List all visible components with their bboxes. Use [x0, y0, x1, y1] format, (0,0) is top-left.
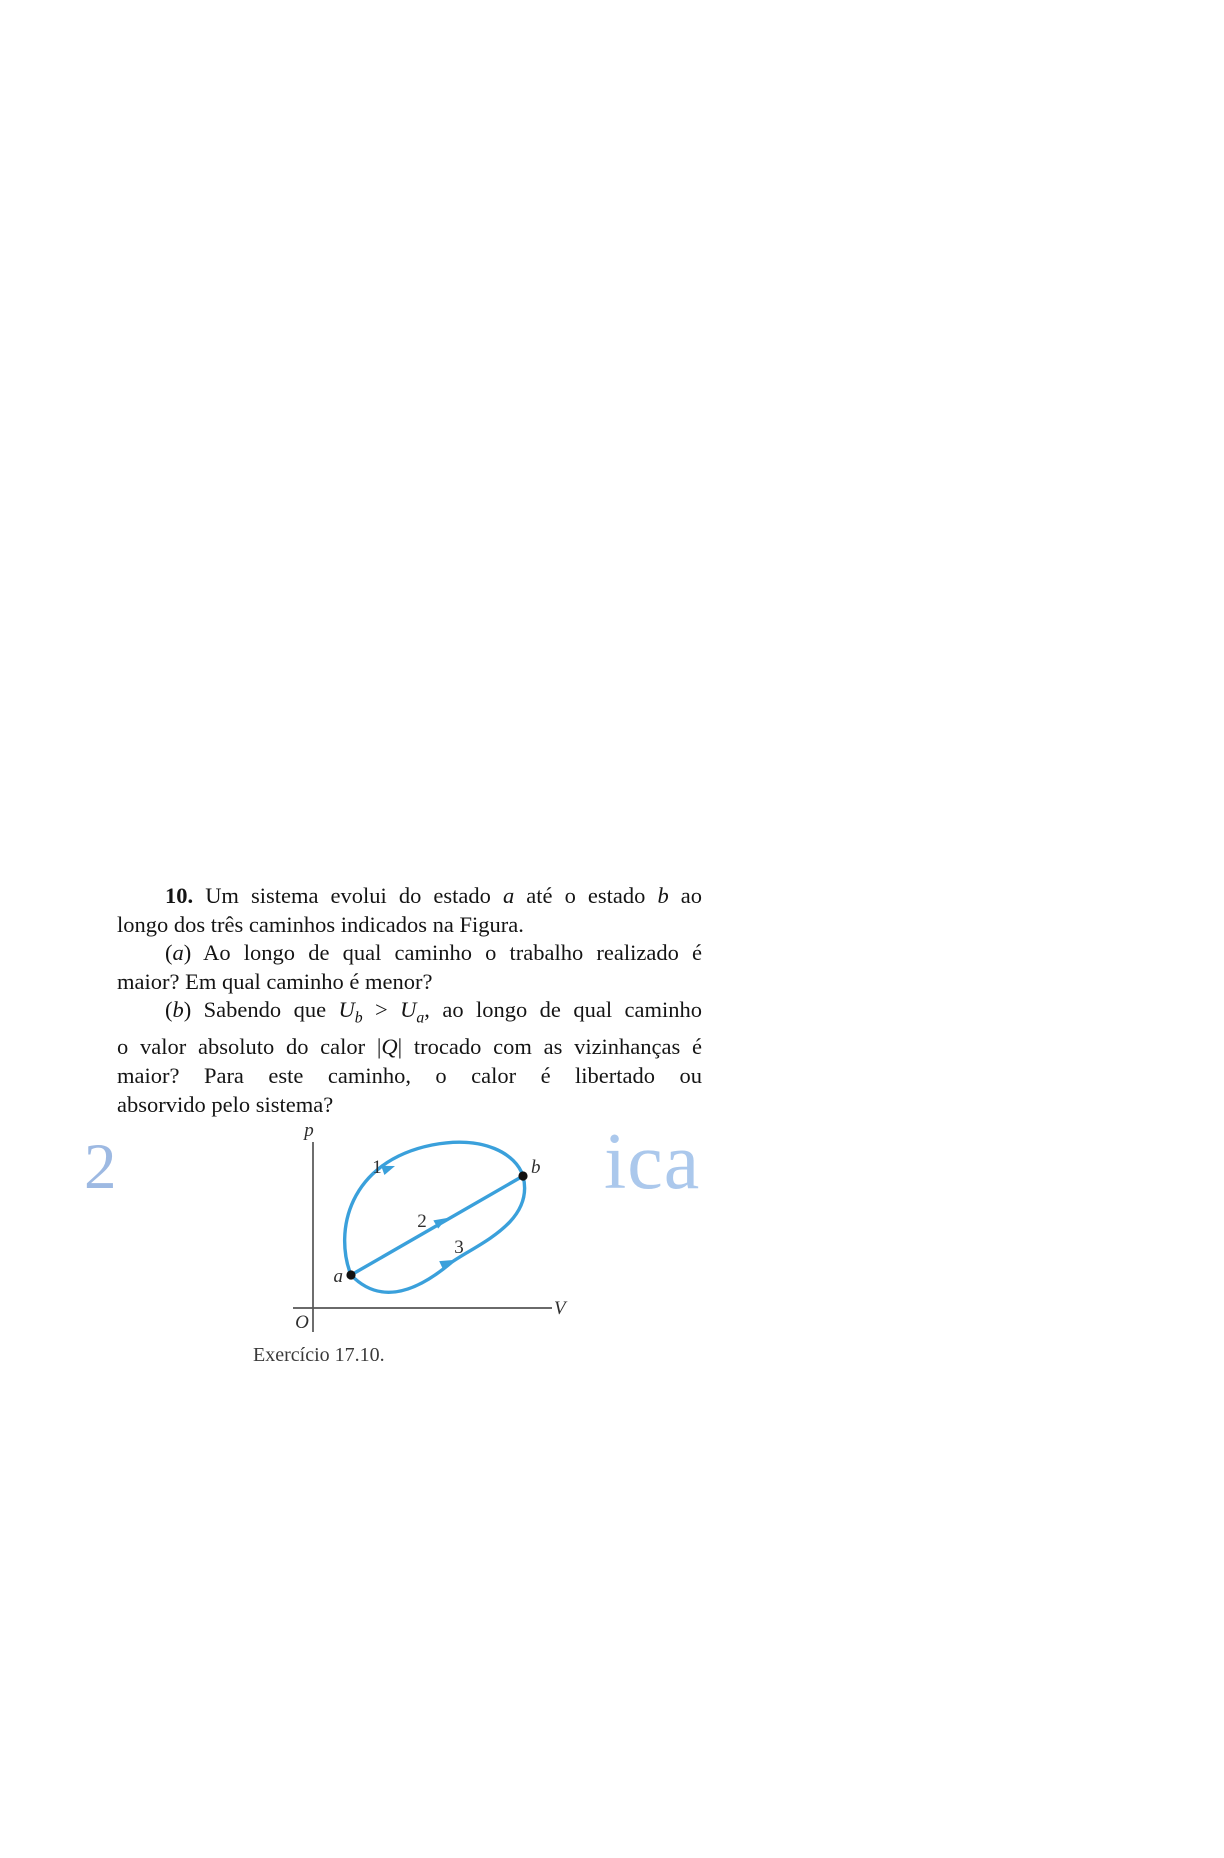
- path-3-label: 3: [454, 1237, 464, 1258]
- text-line: (a) Ao longo de qual caminho o trabalho realizado é: [165, 940, 702, 966]
- text-line: 10. Um sistema evolui do estado a até o estado b ao: [165, 883, 702, 908]
- x-axis-label: V: [554, 1298, 566, 1319]
- pv-diagram: [288, 1116, 578, 1348]
- point-b: [518, 1171, 527, 1180]
- origin-label: O: [295, 1312, 309, 1333]
- watermark-ica: ica: [604, 1118, 701, 1206]
- text-line: maior? Em qual caminho é menor?: [117, 968, 433, 994]
- watermark-2: 2: [84, 1131, 117, 1203]
- y-axis-label: p: [304, 1120, 314, 1141]
- text-line: absorvido pelo sistema?: [117, 1091, 334, 1117]
- figure-caption: Exercício 17.10.: [253, 1344, 385, 1366]
- text-line: longo dos três caminhos indicados na Figura.: [117, 911, 524, 937]
- point-a: [346, 1270, 355, 1279]
- point-a-label: a: [333, 1266, 343, 1287]
- text-line: (b) Sabendo que $U_b > U_a$, ao longo de qual caminho: [165, 997, 702, 1027]
- text-line: o valor absoluto do calor |Q| trocado com as vizinhanças é: [117, 1034, 702, 1060]
- path-2-label: 2: [417, 1211, 427, 1232]
- path-1-label: 1: [372, 1157, 382, 1178]
- exercise-text: [117, 882, 702, 1119]
- path-3-curve: [351, 1176, 525, 1292]
- exercise-number: 10.: [165, 883, 194, 908]
- point-b-label: b: [531, 1157, 541, 1178]
- text-line: maior? Para este caminho, o calor é libertado ou: [117, 1063, 702, 1089]
